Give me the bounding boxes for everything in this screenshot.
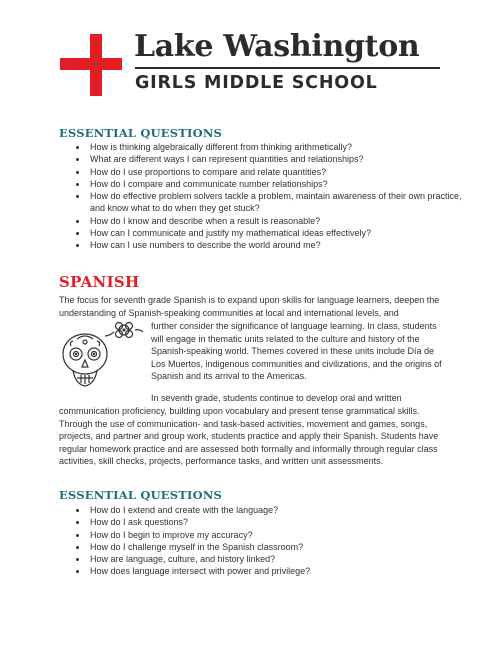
list-item: • How can I use numbers to describe the world around me? (88, 239, 478, 251)
spanish-intro-text: The focus for seventh grade Spanish is to expand upon skills for language learners, deepen the understanding of Spanish-speaking communities at local and international levels, and (59, 295, 440, 318)
spanish-para2-text: communication proficiency, building upon vocabulary and present tense grammatical skills. Through the use of communication- and task-based activities, movement and games, songs, projects, and partner and group work, students practice and apply their Spanish. Students have regular homework practice and are assessed both formally and informally through regular class activities, skill checks, projects, performance tasks, and written unit assessments. (59, 406, 439, 467)
math-questions-list (59, 141, 478, 252)
spanish-culture-text: further consider the significance of language learning. In class, students will engage in thematic units related to the culture and history of the Spanish-speaking world. Themes covered in these units include Día de Los Muertos, indigenous communities and civilizations, and the origins of Spanish and its arrival to the Americas. (151, 321, 442, 382)
list-item: • How do I use proportions to compare and relate quantities? (88, 166, 478, 178)
header-rule (135, 67, 440, 69)
school-subtitle: GIRLS MIDDLE SCHOOL (135, 73, 378, 93)
list-item: • How do I extend and create with the language? (88, 504, 478, 516)
red-cross-logo-icon (60, 34, 122, 96)
list-item: • How do I begin to improve my accuracy? (88, 529, 478, 541)
list-item: • How can I communicate and justify my mathematical ideas effectively? (88, 227, 478, 239)
spanish-questions-list (59, 504, 478, 578)
list-item: • How are language, culture, and history linked? (88, 553, 478, 565)
spanish-section-title: SPANISH (59, 273, 140, 291)
math-questions-heading: ESSENTIAL QUESTIONS (59, 126, 223, 140)
list-item: • How is thinking algebraically different from thinking arithmetically? (88, 141, 478, 153)
list-item: • How do I compare and communicate number relationships? (88, 178, 478, 190)
spanish-para2-lead: In seventh grade, students continue to develop oral and written (151, 393, 402, 403)
list-item: • What are different ways I can represent quantities and relationships? (88, 153, 478, 165)
school-name: Lake Washington (134, 29, 420, 64)
school-header (60, 30, 440, 96)
list-item: • How do I challenge myself in the Spanish classroom? (88, 541, 478, 553)
list-item: • How does language intersect with power and privilege? (88, 565, 478, 577)
list-item: • How do I know and describe when a result is reasonable? (88, 215, 478, 227)
list-item: • How do I ask questions? (88, 516, 478, 528)
sugar-skull-icon (59, 320, 147, 392)
list-item: • How do effective problem solvers tackle a problem, maintain awareness of their own practice, and know what to do when they get stuck? (88, 190, 478, 215)
spanish-questions-heading: ESSENTIAL QUESTIONS (59, 488, 223, 502)
